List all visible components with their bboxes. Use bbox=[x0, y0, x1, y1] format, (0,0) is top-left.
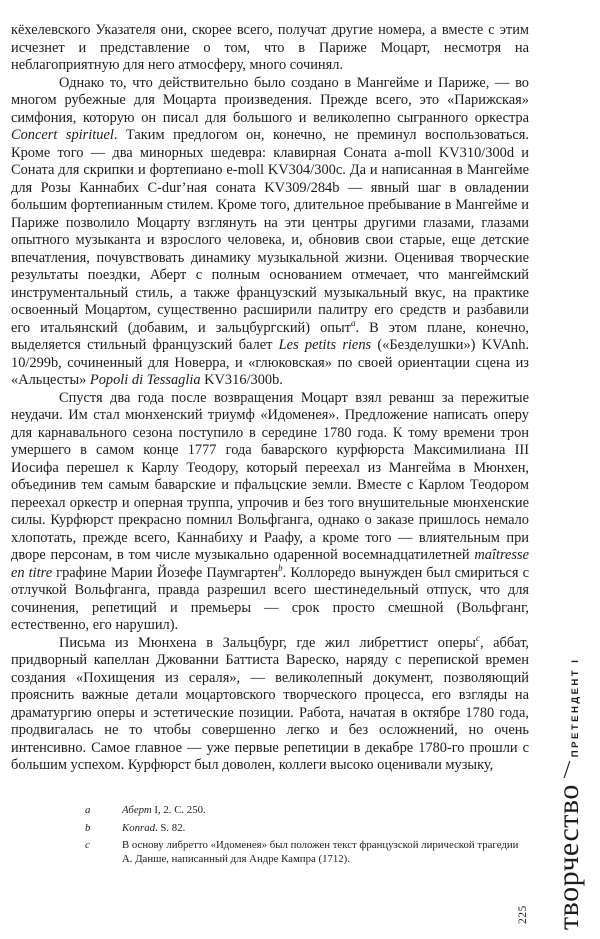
footnote bbox=[11, 822, 529, 836]
paragraph: кёхелевского Указателя они, скорее всего, получат другие номера, а вместе с этим исчезнет и представление о том, что в Париже Моцарт, несмотря на неблагоприятную для него атмосферу, много сочинял. bbox=[11, 22, 529, 73]
footnote-label: b bbox=[85, 821, 91, 834]
main-text-column bbox=[11, 22, 529, 775]
paragraph: Спустя два года после возвращения Моцарт взял реванш за пережитые неудачи. Им стал мюнхенский триумф «Идоменея». Предложение написать оперу для карнавального сезона поступило в середине 1780 года. К тому времени трон умершего в самом конце 1777 года баварского курфюрста Максимилиана III Иосифа перешел к Карлу Теодору, который переехал из Мангейма в Мюнхен, объединив тем самым баварские и пфальцские земли. Вместе с Карлом Теодором переехал оркестр и оперная труппа, упрочив и без того внушительные мюнхенские силы. Курфюрст прекрасно помнил Вольфганга, однако о заказе пришлось немало хлопотать, прежде всего, Каннабиху и Раафу, а кроме того — влиятельным при дворе персонам, в том числе музыкально одаренной восемнадцатилетней maîtresse en titre графине Марии Йозефе Паумгартен$^b$. Коллоредо вынужден был смириться с отлучкой Вольфганга, правда разрешил всего шестинедельный отпуск, что для сочинения, репетиций и премьеры — срок просто смешной (Вольфганг, естественно, его нарушил). bbox=[11, 389, 529, 633]
footnotes-block bbox=[11, 804, 529, 870]
margin-chapter-title: творчество bbox=[552, 784, 585, 930]
footnote-label: c bbox=[85, 839, 90, 851]
footnote bbox=[11, 804, 529, 818]
margin-section-title: ПРЕТЕНДЕНТ I bbox=[570, 657, 581, 758]
margin-title bbox=[552, 630, 598, 930]
paragraph: Письма из Мюнхена в Зальцбург, где жил либреттист оперы$^c$, аббат, придворный капеллан Джованни Баттиста Вареско, наряду с перепиской времен создания «Похищения из сераля», — великолепный документ, позволяющий прояснить важные детали моцартовского творческого процесса, его взгляды на драматургию оперы и эстетические позиции. Работа, начатая в октябре 1780 года, продвигалась не то чтобы совершенно легко и без осложнений, но очень интенсивно. Самое главное — уже первые репетиции в декабре 1780-го прошли с большим успехом. Курфюрст был доволен, коллеги высоко оценивали музыку, bbox=[11, 632, 530, 773]
footnote bbox=[11, 839, 529, 866]
page-number: 225 bbox=[517, 905, 529, 924]
paragraph: Однако то, что действительно было создано в Мангейме и Париже, — во многом рубежные для Моцарта произведения. Прежде всего, это «Парижская» симфония, которую он писал для большого и великолепно сыгранного оркестра Concert spirituel. Таким предлогом он, конечно, не преминул воспользоваться. Кроме того — два минорных шедевра: клавирная Соната a-moll KV310/300d и Соната для скрипки и фортепиано e-moll KV304/300c. Да и написанная в Мангейме для Розы Каннабих C-dur’ная соната KV309/284b — явный шаг в овладении большим фортепианным стилем. Кроме того, длительное пребывание в Мангейме и Париже позволило Моцарту взглянуть на эти центры другими глазами, глазами опытного музыканта и взрослого человека, и, обновив свои старые, еще детские впечатления, почувствовать динамику музыкальной жизни. Оценивая творческие результаты поездки, Аберт с полным основанием отмечает, что мангеймский инструментальный стиль, а также французский музыкальный вкус, на практике освоенный Моцартом, существенно расширили палитру его средств и разбавили его итальянский (добавим, и зальцбургский) опыт$^a$. В этом плане, конечно, выделяется стильный французский балет Les petits riens («Безделушки») KVAnh. 10/299b, сочиненный для Новерра, и «глюковская» по своей ориентации сцена из «Альцесты» Popoli di Tessaglia KV316/300b. bbox=[11, 74, 530, 388]
footnote-label: a bbox=[85, 804, 91, 816]
margin-title-separator: / bbox=[563, 756, 571, 784]
footnote-text: Konrad. S. 82. bbox=[122, 821, 186, 834]
footnote-text: В основу либретто «Идоменея» был положен текст французской лирической трагедии А. Данше, написанный для Андре Кампра (1712). bbox=[122, 839, 519, 865]
footnote-text: Аберт I, 2. С. 250. bbox=[122, 804, 206, 816]
